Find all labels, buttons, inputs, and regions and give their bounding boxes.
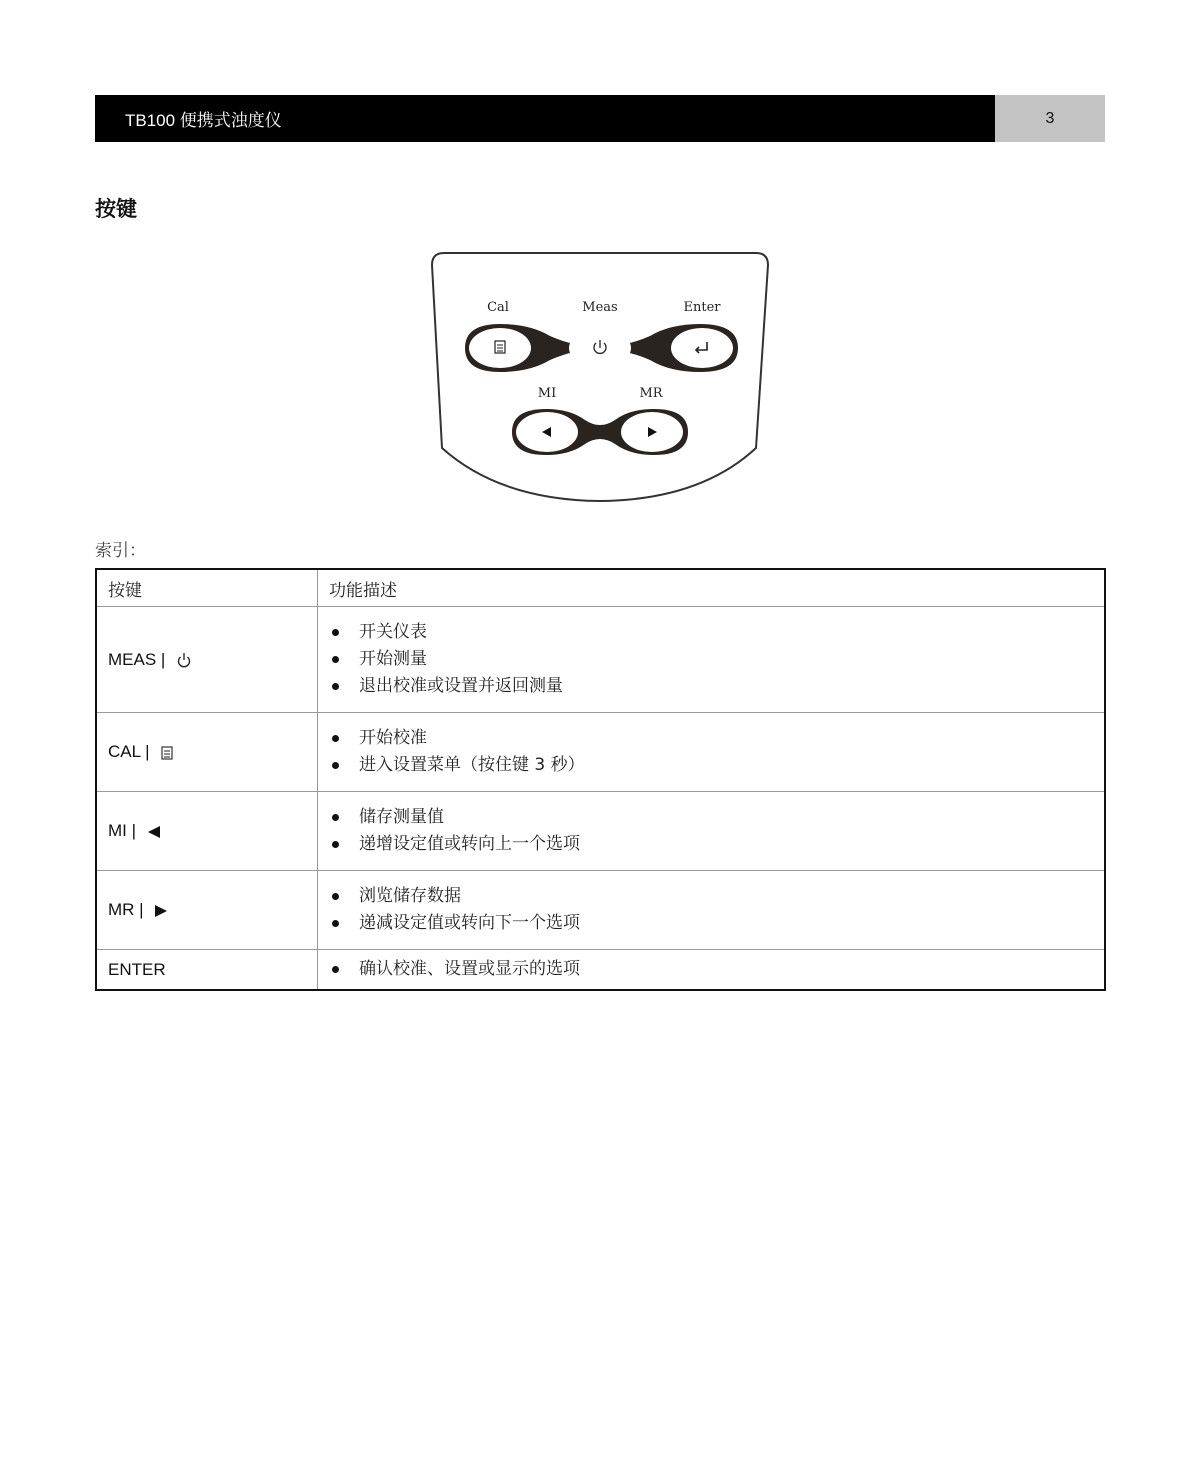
table-row [96, 607, 1105, 713]
list-item: 递增设定值或转向上一个选项 [329, 831, 1093, 858]
index-label: 索引： [95, 541, 146, 561]
description-cell [318, 713, 1106, 792]
table-header-row [96, 569, 1105, 607]
list-item: 进入设置菜单（按住键 3 秒） [329, 752, 1093, 779]
page-number-box [995, 95, 1105, 142]
enter-key[interactable] [671, 328, 733, 368]
meas-key[interactable] [569, 328, 631, 368]
power-icon [176, 651, 192, 669]
list-item: 开始测量 [329, 646, 1093, 673]
section-title: 按键 [95, 197, 137, 221]
list-item: 储存测量值 [329, 804, 1093, 831]
cal-key[interactable] [469, 328, 531, 368]
keypad-illustration [420, 248, 780, 510]
list-item: 浏览储存数据 [329, 883, 1093, 910]
list-item: 递减设定值或转向下一个选项 [329, 910, 1093, 937]
meas-label: Meas [582, 300, 618, 315]
key-function-table [95, 568, 1106, 991]
key-name: CAL | [108, 742, 150, 761]
description-cell [318, 871, 1106, 950]
table-row [96, 713, 1105, 792]
key-name: MEAS | [108, 649, 166, 669]
column-header-key: 按键 [96, 569, 318, 607]
list-item: 确认校准、设置或显示的选项 [329, 956, 1093, 983]
table-row [96, 950, 1105, 991]
key-cell [96, 607, 318, 713]
key-cell [96, 950, 318, 991]
header-bar [95, 95, 995, 142]
key-cell [96, 871, 318, 950]
mr-label: MR [639, 386, 663, 401]
key-cell [96, 713, 318, 792]
document-icon [160, 745, 174, 761]
mi-label: MI [537, 386, 557, 401]
table-row [96, 871, 1105, 950]
document-title: TB100 便携式浊度仪 [125, 111, 282, 130]
key-name: MI | [108, 821, 137, 840]
list-item: 开关仪表 [329, 619, 1093, 646]
key-name: MR | [108, 900, 144, 919]
keypad-panel [432, 253, 768, 501]
left-triangle-icon [147, 825, 161, 839]
key-cell [96, 792, 318, 871]
key-name: ENTER [108, 959, 166, 979]
description-cell [318, 792, 1106, 871]
right-triangle-icon [154, 904, 168, 918]
enter-label: Enter [683, 300, 721, 315]
mi-key[interactable] [516, 412, 578, 452]
page-number: 3 [1045, 109, 1055, 127]
description-cell [318, 950, 1106, 991]
column-header-description: 功能描述 [318, 569, 1106, 607]
list-item: 开始校准 [329, 725, 1093, 752]
cal-label: Cal [487, 300, 509, 315]
list-item: 退出校准或设置并返回测量 [329, 673, 1093, 700]
table-row [96, 792, 1105, 871]
mr-key[interactable] [621, 412, 683, 452]
description-cell [318, 607, 1106, 713]
